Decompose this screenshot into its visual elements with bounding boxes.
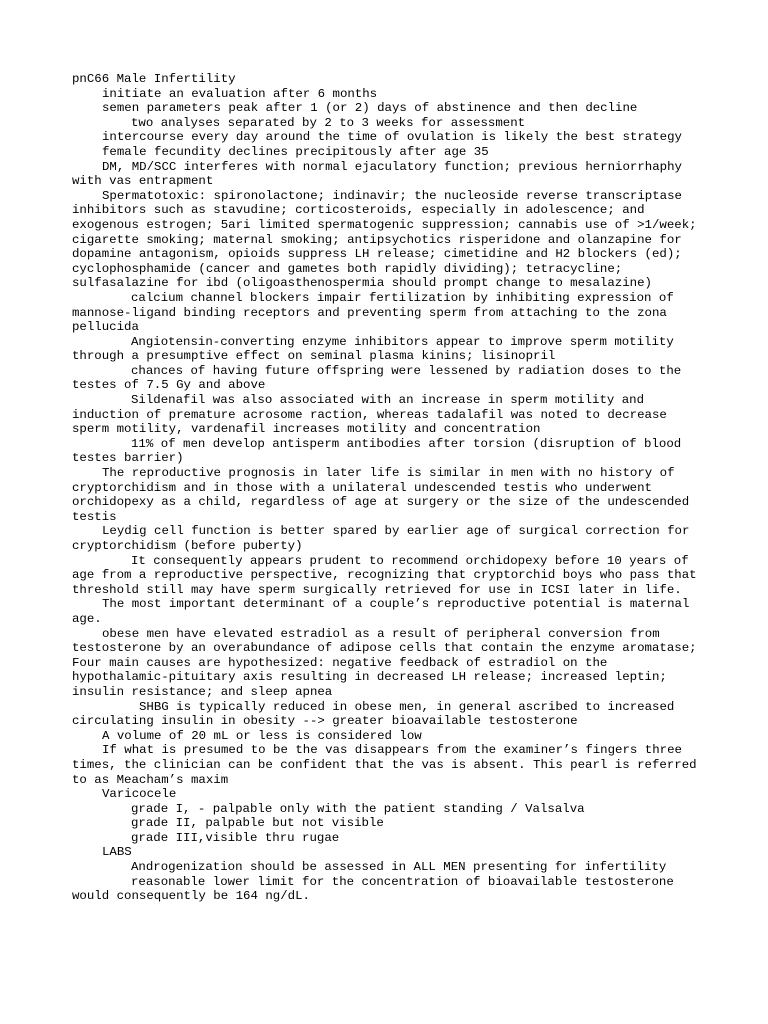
note-subline: 11% of men develop antisperm antibodies after torsion (disruption of blood testes barrier) bbox=[72, 436, 682, 466]
note-line: semen parameters peak after 1 (or 2) days of abstinence and then decline bbox=[102, 101, 638, 116]
note-subline: It consequently appears prudent to recommend orchidopexy before 10 years of age from a reproductive perspective, recognizing that cryptorchid boys who pass that threshold still may have sperm surgically retrieved for use in ICSI later in life. bbox=[72, 553, 697, 597]
section-heading-labs: LABS bbox=[102, 845, 132, 860]
varicocele-grade: grade II, palpable but not visible bbox=[131, 816, 384, 831]
note-line: A volume of 20 mL or less is considered low bbox=[102, 728, 422, 743]
document-page bbox=[72, 72, 704, 904]
note-subline: two analyses separated by 2 to 3 weeks for assessment bbox=[131, 115, 526, 130]
note-line: Leydig cell function is better spared by earlier age of surgical correction for cryptorchidism (before puberty) bbox=[72, 524, 690, 553]
note-line: obese men have elevated estradiol as a result of peripheral conversion from testosterone by an overabundance of adipose cells that contain the enzyme aromatase; Four main causes are hypothesized: negative feedback of estradiol on the hypothalamic-pituitary axis resulting in decreased LH release; increased leptin; insulin resistance; and sleep apnea bbox=[72, 626, 697, 699]
note-line: female fecundity declines precipitously after age 35 bbox=[102, 144, 489, 159]
note-line: initiate an evaluation after 6 months bbox=[102, 86, 378, 101]
note-subline: SHBG is typically reduced in obese men, in general ascribed to increased circulating insulin in obesity --> greater bioavailable testosterone bbox=[72, 699, 675, 729]
note-subline: Angiotensin-converting enzyme inhibitors appear to improve sperm motility through a presumptive effect on seminal plasma kinins; lisinopril bbox=[72, 334, 674, 364]
note-subline: Androgenization should be assessed in ALL MEN presenting for infertility bbox=[131, 860, 667, 875]
note-subline: chances of having future offspring were lessened by radiation doses to the testes of 7.5 Gy and above bbox=[72, 363, 682, 393]
note-line: intercourse every day around the time of ovulation is likely the best strategy bbox=[102, 130, 682, 145]
note-line: The reproductive prognosis in later life is similar in men with no history of cryptorchidism and in those with a unilateral undescended testis who underwent orchidopexy as a child, regardless of age at surgery or the size of the undescended testis bbox=[72, 466, 690, 524]
note-subline: reasonable lower limit for the concentration of bioavailable testosterone would consequently be 164 ng/dL. bbox=[72, 874, 674, 904]
section-heading-varicocele: Varicocele bbox=[102, 787, 177, 802]
note-line: If what is presumed to be the vas disappears from the examiner’s fingers three times, the clinician can be confident that the vas is absent. This pearl is referred to as Meacham’s maxim bbox=[72, 743, 697, 787]
note-subline: calcium channel blockers impair fertilization by inhibiting expression of mannose-ligand binding receptors and preventing sperm from attaching to the zona pellucida bbox=[72, 290, 674, 335]
note-line: Spermatotoxic: spironolactone; indinavir; the nucleoside reverse transcriptase inhibitors such as stavudine; corticosteroids, especially in adolescence; and exogenous estrogen; 5ari limited spermatogenic suppression; cannabis use of >1/week; cigarette smoking; maternal smoking; antipsychotics risperidone and olanzapine for dopamine antagonism, opioids suppress LH release; cimetidine and H2 blockers (ed); cyclophosphamide (cancer and gametes both rapidly dividing); tetracycline; sulfasalazine for ibd (oligoasthenospermia should prompt change to mesalazine) bbox=[72, 188, 697, 291]
varicocele-grade: grade I, - palpable only with the patient standing / Valsalva bbox=[131, 801, 585, 816]
document-title: pnC66 Male Infertility bbox=[72, 72, 236, 86]
note-subline: Sildenafil was also associated with an increase in sperm motility and induction of premature acrosome raction, whereas tadalafil was noted to decrease sperm motility, vardenafil increases motility and concentration bbox=[72, 393, 667, 437]
note-line: DM, MD/SCC interferes with normal ejaculatory function; previous herniorrhaphy with vas entrapment bbox=[72, 159, 682, 189]
note-line: The most important determinant of a couple’s reproductive potential is maternal age. bbox=[72, 597, 690, 626]
varicocele-grade: grade III,visible thru rugae bbox=[131, 830, 340, 845]
